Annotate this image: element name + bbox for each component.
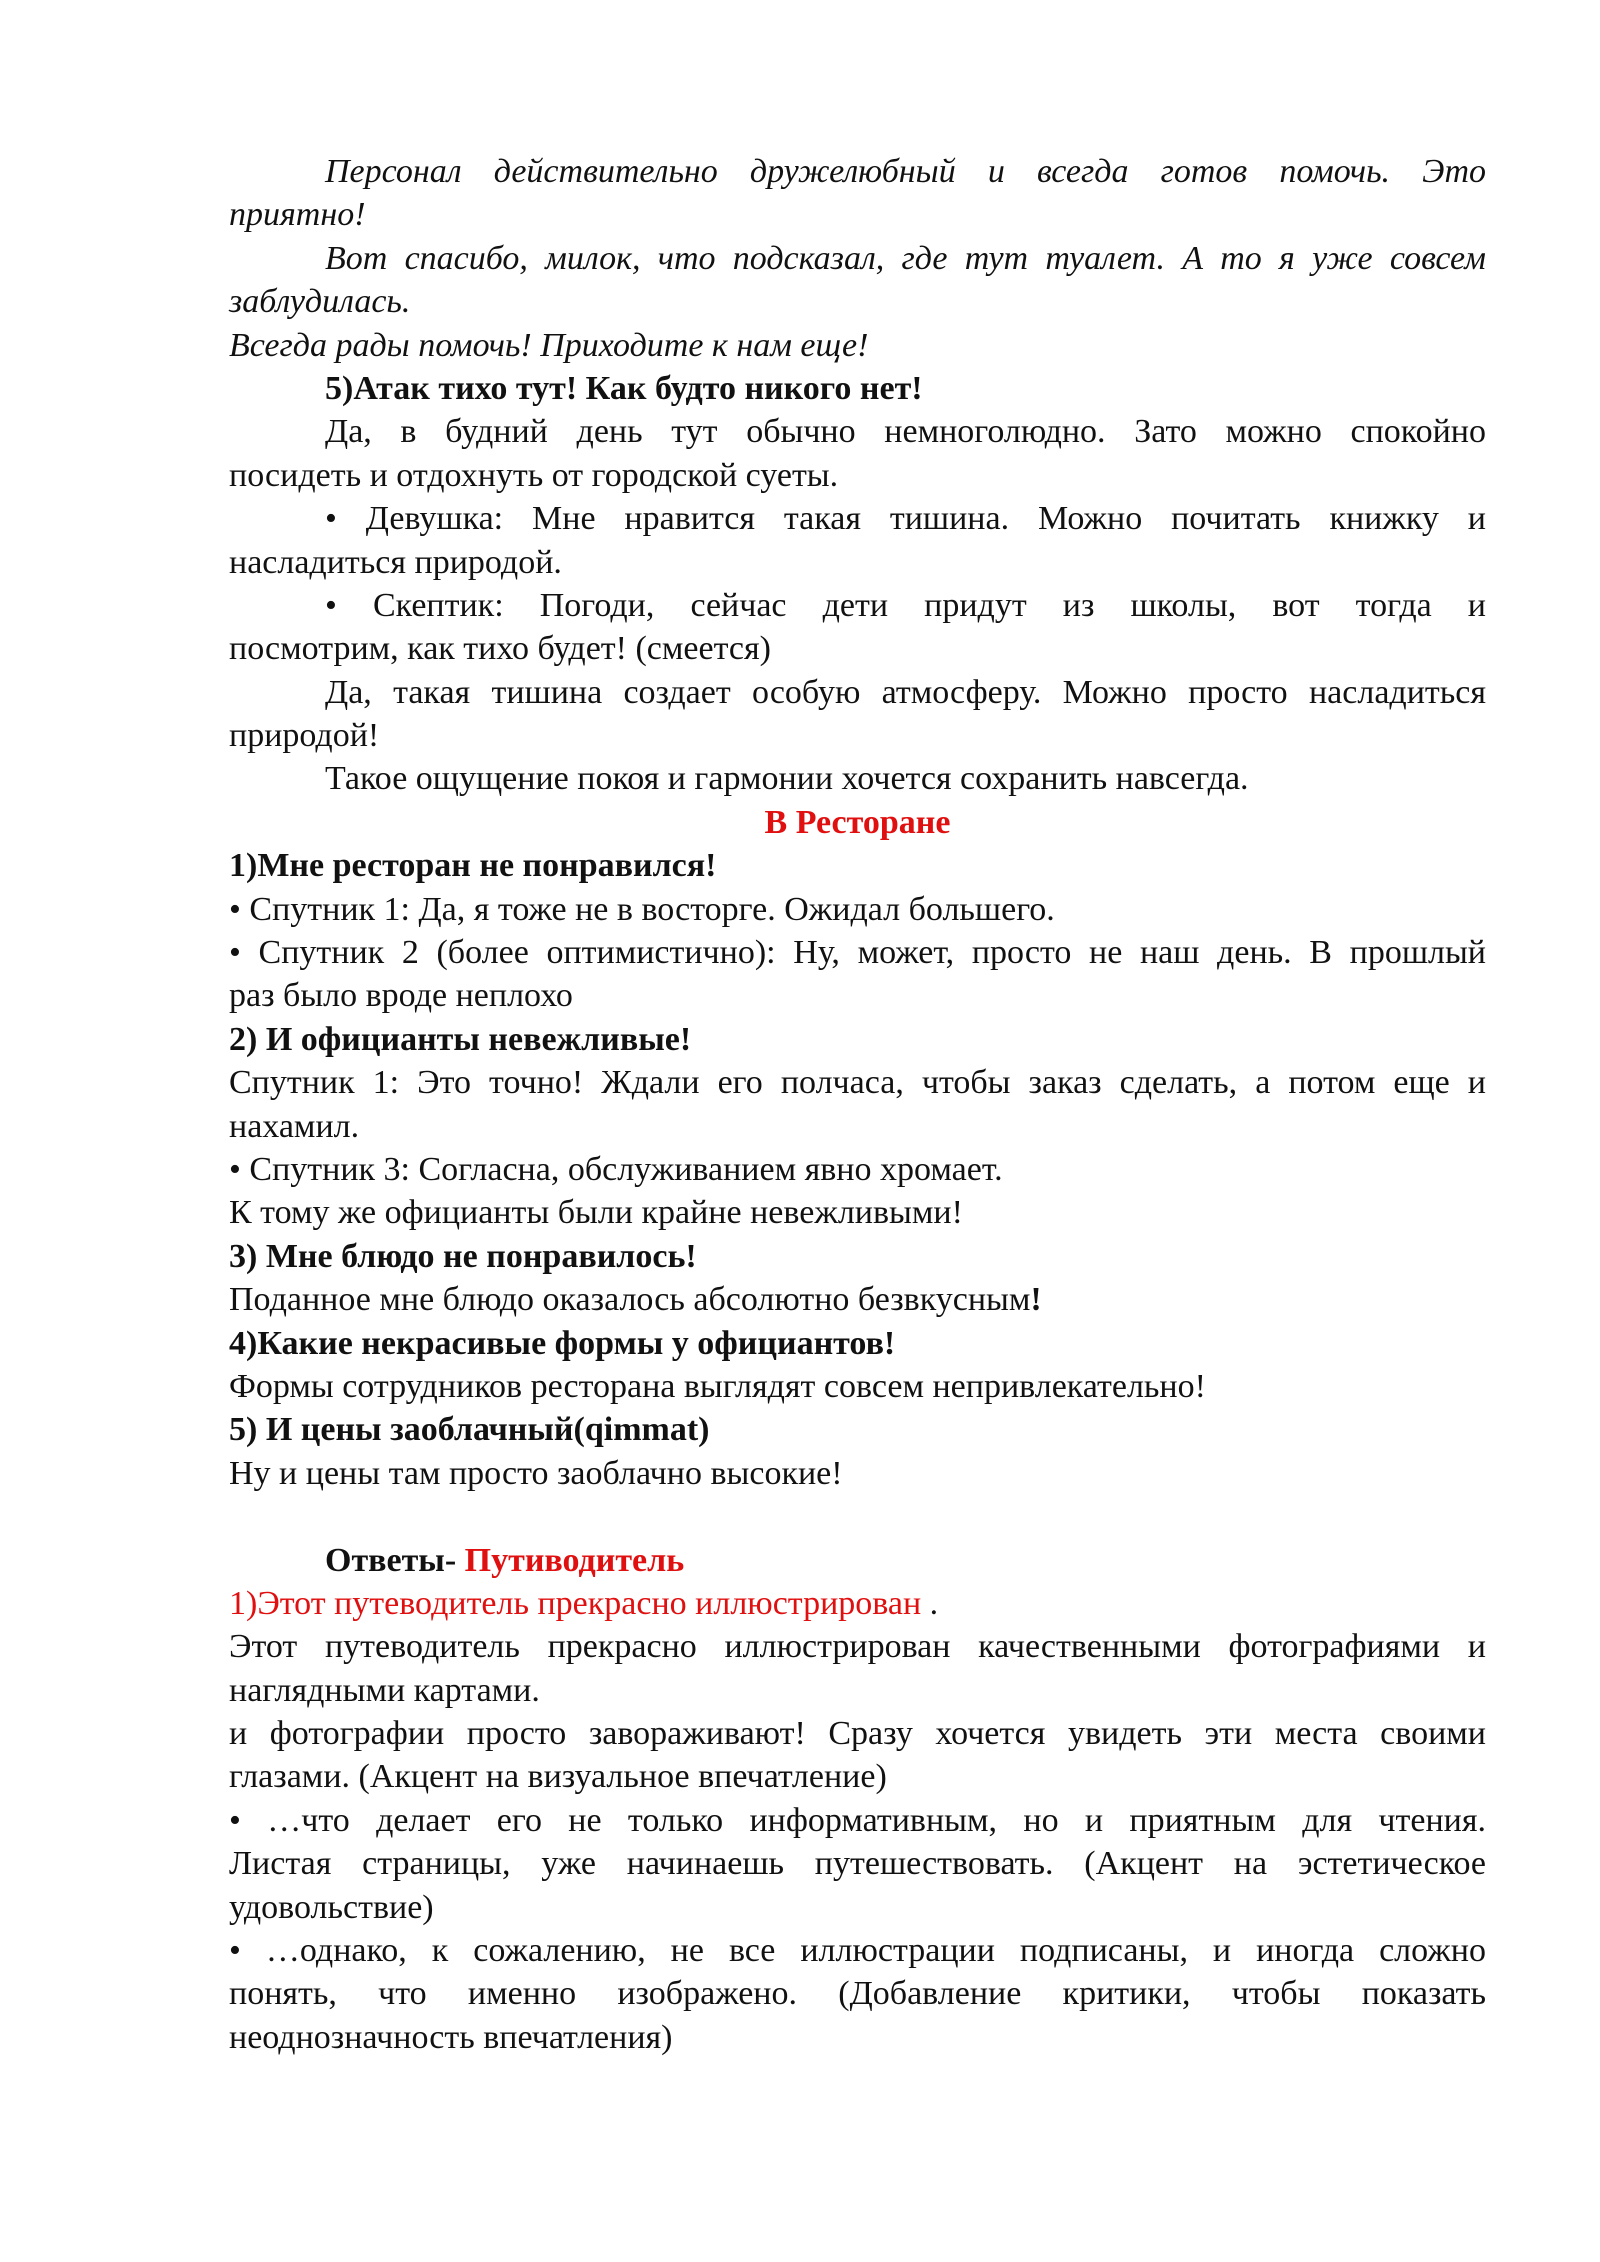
answers-label: Ответы- [325,1541,465,1579]
section-heading: 3) Мне блюдо не понравилось! [229,1237,697,1275]
bullet-item: • …что делает его не только информативным, но и приятным для чтения. [229,1801,1486,1839]
answers-heading [229,1539,1486,1582]
text-line: Да, в будний день тут обычно немноголюдно. Зато можно спокойно [325,413,1486,451]
bullet-item: • Скептик: Погоди, сейчас дети придут из школы, вот тогда и [325,586,1486,624]
text-span: Поданное мне блюдо оказалось абсолютно безвкусным [229,1281,1031,1319]
text-line: Ну и цены там просто заоблачно высокие! [229,1454,843,1492]
red-question: 1)Этот путеводитель прекрасно иллюстрирован [229,1584,922,1622]
text-line [229,1278,1486,1321]
bullet-item: • Спутник 2 (более оптимистично): Ну, может, просто не наш день. В прошлый [229,934,1486,972]
text-line: Спутник 1: Это точно! Ждали его полчаса, чтобы заказ сделать, а потом еще и [229,1064,1486,1102]
text-line: Этот путеводитель прекрасно иллюстрирован качественными фотографиями и [229,1628,1486,1666]
text-line: наглядными картами. [229,1671,540,1709]
text-line: раз было вроде неплохо [229,977,573,1015]
text-line: Формы сотрудников ресторана выглядят совсем непривлекательно! [229,1367,1206,1405]
section-heading: 1)Мне ресторан не понравился! [229,847,717,885]
section-heading: 2) И официанты невежливые! [229,1020,692,1058]
text-line: нахамил. [229,1107,360,1145]
text-line: посмотрим, как тихо будет! (смеется) [229,630,771,668]
text-line: К тому же официанты были крайне невежливыми! [229,1194,963,1232]
text-line: глазами. (Акцент на визуальное впечатление) [229,1758,887,1796]
document-page [229,150,1486,2059]
text-line: Листая страницы, уже начинаешь путешествовать. (Акцент на эстетическое [229,1845,1486,1883]
section-heading: 4)Какие некрасивые формы у официантов! [229,1324,896,1362]
text-line: Вот спасибо, милок, что подсказал, где тут туалет. А то я уже совсем [325,239,1486,277]
text-line: Персонал действительно дружелюбный и всегда готов помочь. Это [325,153,1486,190]
text-line: природой! [229,717,380,755]
section-title: В Ресторане [764,803,951,841]
text-line: понять, что именно изображено. (Добавление критики, чтобы показать [229,1975,1486,2013]
exclamation-mark: ! [1030,1281,1042,1319]
bullet-item: • …однако, к сожалению, не все иллюстрации подписаны, и иногда сложно [229,1932,1486,1970]
trailing-dot: . [921,1584,939,1622]
text-line: насладиться природой. [229,543,562,581]
text-line: и фотографии просто завораживают! Сразу хочется увидеть эти места своими [229,1715,1486,1753]
text-line: заблудилась. [229,283,411,321]
text-line [229,1582,1486,1625]
bullet-item: • Девушка: Мне нравится такая тишина. Можно почитать книжку и [325,500,1486,538]
guide-title: Путиводитель [464,1541,685,1579]
text-line: неоднозначность впечатления) [229,2018,673,2056]
text-line: Такое ощущение покоя и гармонии хочется сохранить навсегда. [325,760,1249,798]
section-heading: 5) И цены заоблачный(qimmat) [229,1411,710,1449]
bullet-item: • Спутник 3: Согласна, обслуживанием явно хромает. [229,1150,1003,1188]
text-line: удовольствие) [229,1888,434,1926]
text-line: посидеть и отдохнуть от городской суеты. [229,456,839,494]
text-line: Всегда рады помочь! Приходите к нам еще! [229,326,869,364]
text-line: приятно! [229,196,366,234]
blank-line [229,1495,1486,1538]
section-heading: 5)Атак тихо тут! Как будто никого нет! [325,369,923,407]
bullet-item: • Спутник 1: Да, я тоже не в восторге. Ожидал большего. [229,890,1055,928]
text-line: Да, такая тишина создает особую атмосферу. Можно просто насладиться [325,673,1486,711]
